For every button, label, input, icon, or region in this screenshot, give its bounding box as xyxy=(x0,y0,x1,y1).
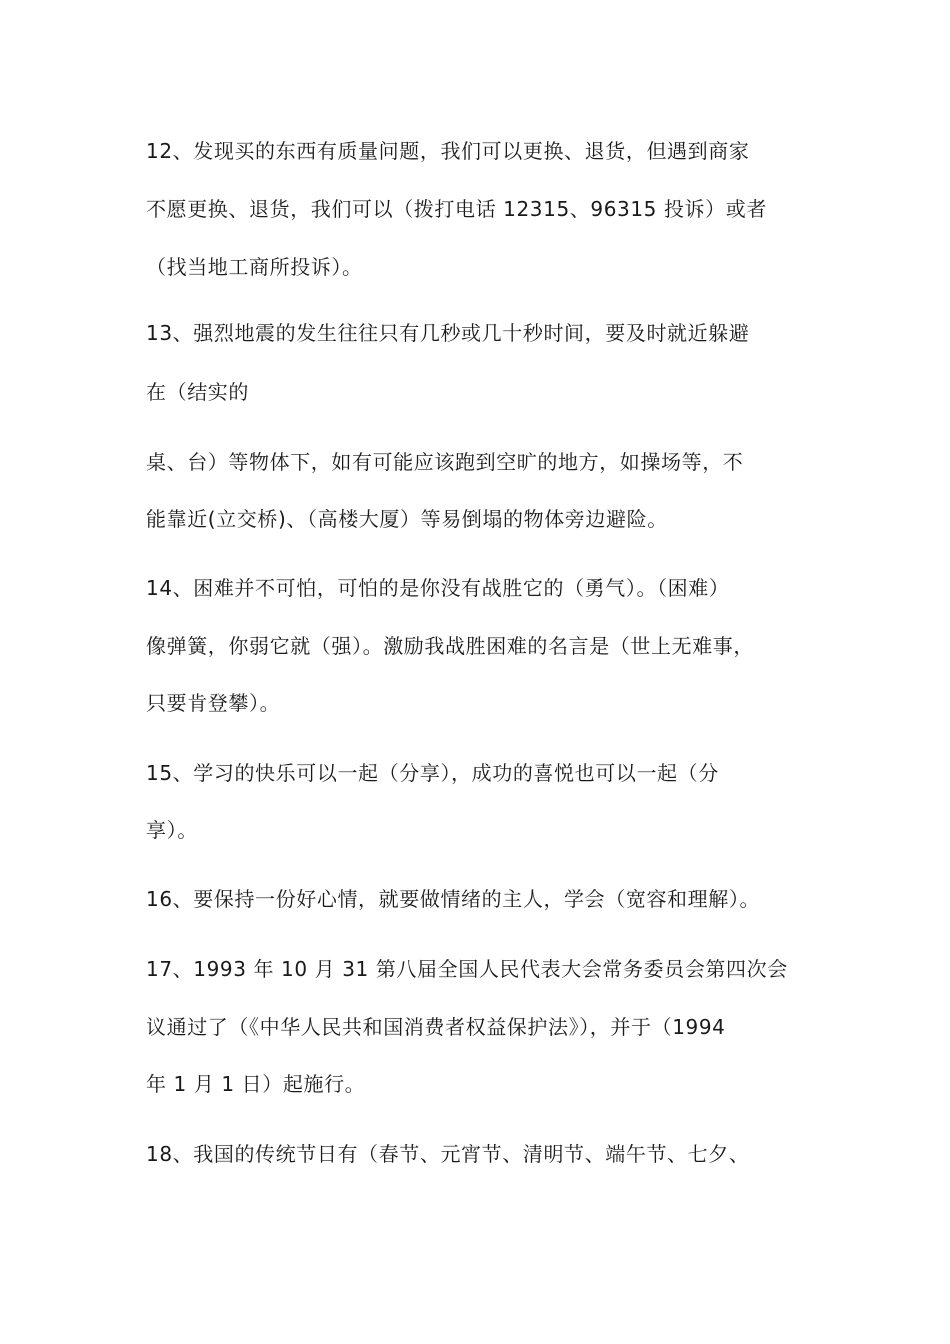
text-line: 14、困难并不可怕，可怕的是你没有战胜它的（勇气）。（困难） xyxy=(146,576,730,600)
text-line: 享）。 xyxy=(146,818,198,842)
text-line: 13、强烈地震的发生往往只有几秒或几十秒时间，要及时就近躲避 xyxy=(146,321,750,345)
text-line: 18、我国的传统节日有（春节、元宵节、清明节、端午节、七夕、 xyxy=(146,1142,750,1166)
text-line: 只要肯登攀）。 xyxy=(146,691,281,715)
text-line: （找当地工商所投诉）。 xyxy=(146,255,363,279)
text-line: 议通过了（《中华人民共和国消费者权益保护法》），并于（1994 xyxy=(146,1015,726,1039)
text-line: 桌、台）等物体下，如有可能应该跑到空旷的地方，如操场等，不 xyxy=(146,450,744,474)
text-line: 像弹簧，你弱它就（强）。激励我战胜困难的名言是（世上无难事， xyxy=(146,634,754,658)
text-line: 12、发现买的东西有质量问题，我们可以更换、退货，但遇到商家 xyxy=(146,139,750,163)
text-line: 在（结实的 xyxy=(146,380,249,404)
text-line: 16、要保持一份好心情，就要做情绪的主人，学会（宽容和理解）。 xyxy=(146,887,761,911)
text-line: 不愿更换、退货，我们可以（拨打电话 12315、96315 投诉）或者 xyxy=(146,197,767,221)
text-line: 17、1993 年 10 月 31 第八届全国人民代表大会常务委员会第四次会 xyxy=(146,957,788,981)
text-line: 15、学习的快乐可以一起（分享），成功的喜悦也可以一起（分 xyxy=(146,761,719,785)
text-line: 能靠近(立交桥)、（高楼大厦）等易倒塌的物体旁边避险。 xyxy=(146,507,668,531)
text-line: 年 1 月 1 日）起施行。 xyxy=(146,1072,366,1096)
